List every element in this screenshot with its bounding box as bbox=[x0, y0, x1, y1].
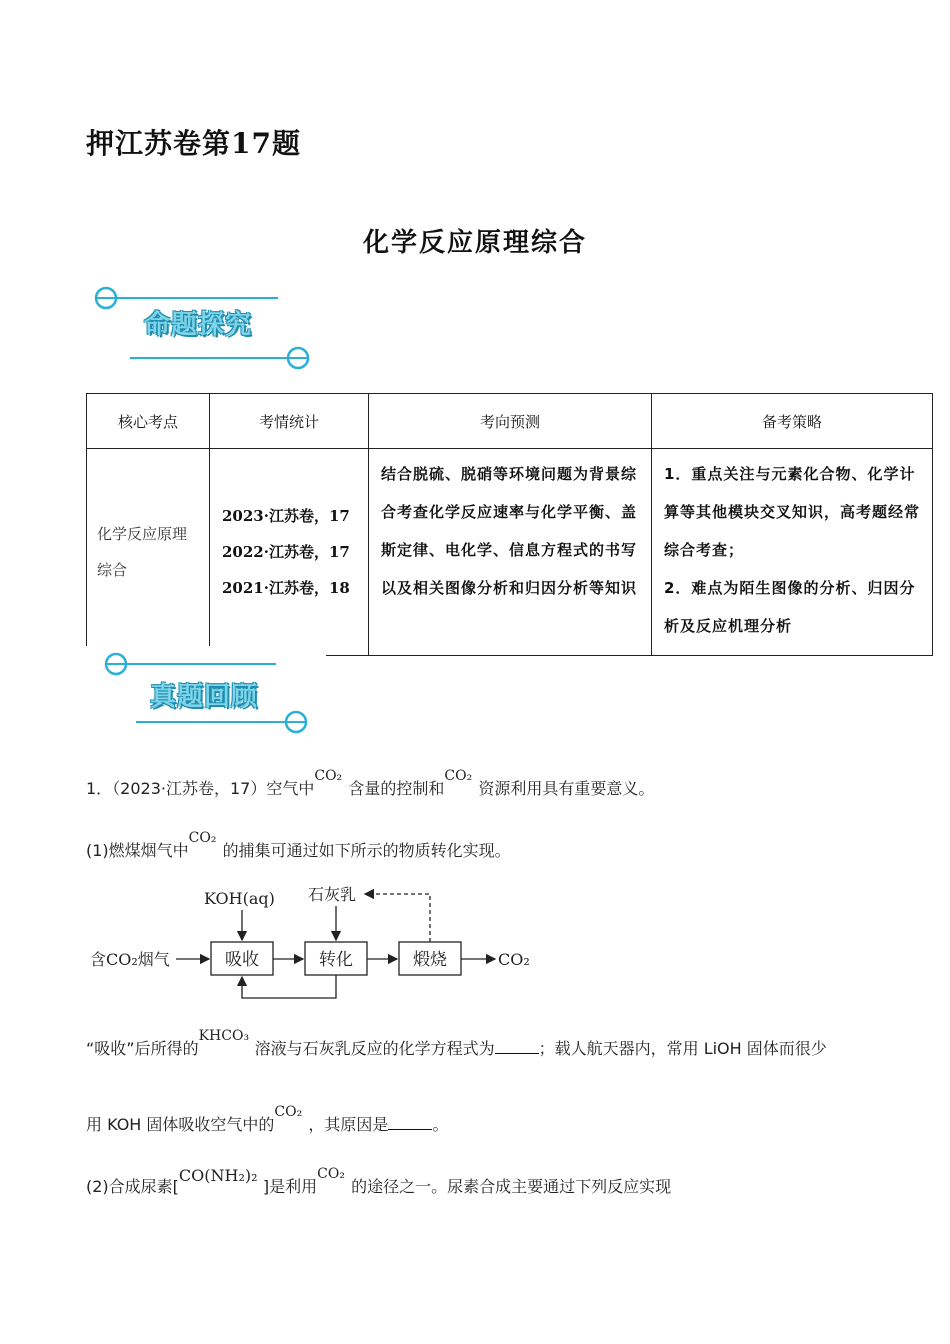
strategy-item-1: 1．重点关注与元素化合物、化学计算等其他模块交叉知识，高考题经常综合考查； bbox=[664, 465, 921, 559]
co2-formula: CO₂ bbox=[274, 1104, 303, 1120]
exam-analysis-table bbox=[86, 393, 933, 656]
banner-proposition bbox=[86, 282, 326, 372]
process-flow-diagram bbox=[86, 880, 546, 1010]
table-row bbox=[87, 449, 933, 656]
document-title: 押江苏卷第17题 bbox=[86, 127, 301, 160]
flow-box-convert-label: 转化 bbox=[319, 950, 353, 970]
flow-dashed-arrow bbox=[365, 894, 430, 942]
answer-blank bbox=[495, 1039, 539, 1054]
stat-2022: 2022·江苏卷，17 bbox=[222, 543, 350, 561]
flow-return-arrow bbox=[242, 975, 336, 998]
stat-2023: 2023·江苏卷，17 bbox=[222, 507, 350, 525]
header-statistics: 考情统计 bbox=[210, 394, 369, 449]
flow-box-absorb-label: 吸收 bbox=[225, 950, 259, 970]
question-1-intro: 1．（2023·江苏卷，17）空气中 CO₂ 含量的控制和 CO₂ 资源利用具有重要意义。 bbox=[86, 768, 655, 798]
cell-statistics bbox=[210, 449, 369, 656]
question-1-part-1-text: “吸收”后所得的 KHCO₃ 溶液与石灰乳反应的化学方程式为 ；载人航天器内，常用 LiOH 固体而很少 bbox=[86, 1028, 827, 1058]
question-1-part-1-text-2: 用 KOH 固体吸收空气中的 CO₂ ，其原因是 。 bbox=[86, 1104, 449, 1134]
flow-input-label: 含CO₂烟气 bbox=[90, 950, 170, 969]
banner-label: 真题回顾 bbox=[150, 682, 259, 712]
co2-formula: CO₂ bbox=[314, 768, 343, 784]
khco3-formula: KHCO₃ bbox=[198, 1028, 250, 1044]
flow-koh-label: KOH(aq) bbox=[204, 889, 275, 908]
co2-formula: CO₂ bbox=[444, 768, 473, 784]
flow-box-calcine-label: 煅烧 bbox=[413, 950, 447, 970]
banner-label: 命题探究 bbox=[144, 310, 253, 340]
flow-output-label: CO₂ bbox=[498, 950, 530, 969]
cell-prediction: 结合脱硫、脱硝等环境问题为背景综合考查化学反应速率与化学平衡、盖斯定律、电化学、信息方程式的书写以及相关图像分析和归因分析等知识 bbox=[369, 449, 652, 656]
table-header-row bbox=[87, 394, 933, 449]
answer-blank bbox=[388, 1115, 432, 1130]
urea-formula: CO(NH₂)₂ bbox=[178, 1166, 258, 1185]
stat-2021: 2021·江苏卷，18 bbox=[222, 579, 350, 597]
header-core-topic: 核心考点 bbox=[87, 394, 210, 449]
cell-strategy bbox=[652, 449, 933, 656]
header-prediction: 考向预测 bbox=[369, 394, 652, 449]
flow-lime-label: 石灰乳 bbox=[308, 885, 357, 904]
cell-topic: 化学反应原理综合 bbox=[87, 449, 210, 656]
section-subtitle: 化学反应原理综合 bbox=[362, 228, 587, 258]
co2-formula: CO₂ bbox=[188, 830, 217, 846]
question-1-part-2: (2)合成尿素[ CO(NH₂)₂ ]是利用 CO₂ 的途径之一。尿素合成主要通过下列反应实现 bbox=[86, 1166, 672, 1196]
header-strategy: 备考策略 bbox=[652, 394, 933, 449]
co2-formula: CO₂ bbox=[317, 1166, 345, 1182]
banner-past-exam bbox=[86, 646, 326, 740]
strategy-item-2: 2．难点为陌生图像的分析、归因分析及反应机理分析 bbox=[664, 579, 916, 635]
question-1-part-1: (1)燃煤烟气中 CO₂ 的捕集可通过如下所示的物质转化实现。 bbox=[86, 830, 511, 860]
